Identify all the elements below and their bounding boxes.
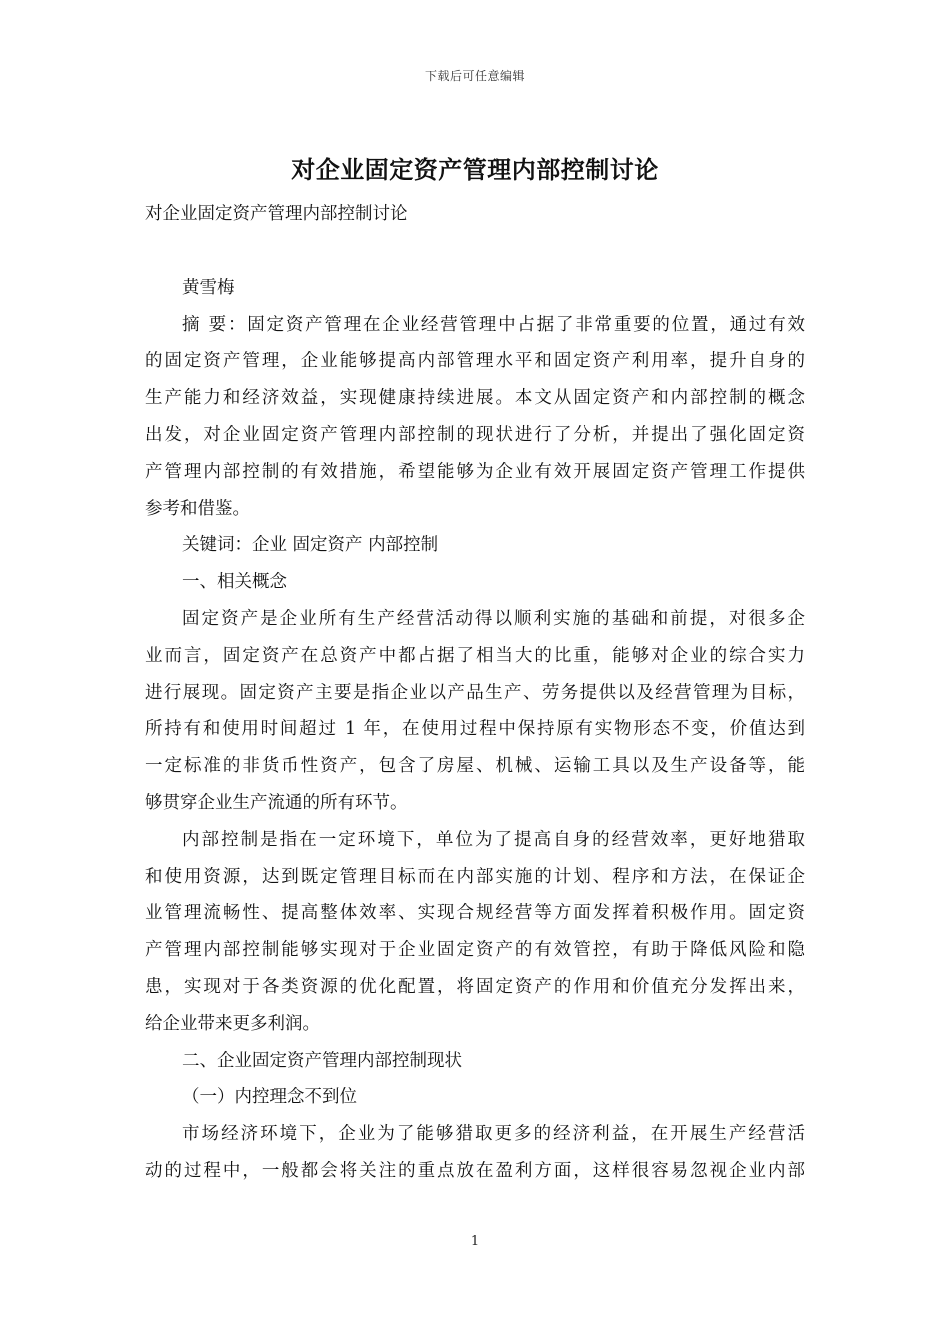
text-line: 产管理内部控制的有效措施，希望能够为企业有效开展固定资产管理工作提供 xyxy=(145,461,805,482)
subsection-heading: （一）内控理念不到位 xyxy=(182,1087,357,1108)
text-line: 出发，对企业固定资产管理内部控制的现状进行了分析，并提出了强化固定资 xyxy=(145,424,805,445)
text-line: 够贯穿企业生产流通的所有环节。 xyxy=(145,792,408,813)
document-title: 对企业固定资产管理内部控制讨论 xyxy=(291,155,659,184)
keywords-line: 关键词：企业 固定资产 内部控制 xyxy=(182,535,439,556)
abstract-paragraph xyxy=(145,307,805,528)
text-line: 业而言，固定资产在总资产中都占据了相当大的比重，能够对企业的综合实力 xyxy=(145,645,805,666)
section-heading: 一、相关概念 xyxy=(182,572,287,593)
page-number: 1 xyxy=(470,1234,480,1249)
text-line: 产管理内部控制能够实现对于企业固定资产的有效管控，有助于降低风险和隐 xyxy=(145,940,805,961)
text-line: 患，实现对于各类资源的优化配置，将固定资产的作用和价值充分发挥出来， xyxy=(145,976,805,997)
header-note: 下载后可任意编辑 xyxy=(424,69,525,83)
text-line: 参考和借鉴。 xyxy=(145,498,250,519)
text-line: 内部控制是指在一定环境下，单位为了提高自身的经营效率，更好地猎取 xyxy=(182,829,805,850)
text-line: 和使用资源，达到既定管理目标而在内部实施的计划、程序和方法，在保证企 xyxy=(145,866,805,887)
section-heading: 二、企业固定资产管理内部控制现状 xyxy=(182,1050,462,1071)
text-line: 的固定资产管理，企业能够提高内部管理水平和固定资产利用率，提升自身的 xyxy=(145,351,805,372)
text-line: 生产能力和经济效益，实现健康持续进展。本文从固定资产和内部控制的概念 xyxy=(145,388,805,409)
text-line: 固定资产是企业所有生产经营活动得以顺利实施的基础和前提，对很多企 xyxy=(182,608,805,629)
blank-line xyxy=(145,233,805,270)
text-line: 所持有和使用时间超过 1 年，在使用过程中保持原有实物形态不变，价值达到 xyxy=(145,719,805,740)
text-line: 一定标准的非货币性资产，包含了房屋、机械、运输工具以及生产设备等，能 xyxy=(145,756,805,777)
text-line: 给企业带来更多利润。 xyxy=(145,1013,320,1034)
author-name: 黄雪梅 xyxy=(182,277,235,298)
document-body xyxy=(145,196,805,1190)
text-line: 进行展现。固定资产主要是指企业以产品生产、劳务提供以及经营管理为目标， xyxy=(145,682,805,703)
status-paragraph xyxy=(145,1116,805,1190)
text-line: 动的过程中，一般都会将关注的重点放在盈利方面，这样很容易忽视企业内部 xyxy=(145,1160,805,1181)
text-line: 摘 要：固定资产管理在企业经营管理中占据了非常重要的位置，通过有效 xyxy=(182,314,805,335)
text-line: 市场经济环境下，企业为了能够猎取更多的经济利益，在开展生产经营活 xyxy=(182,1124,805,1145)
document-subtitle: 对企业固定资产管理内部控制讨论 xyxy=(145,204,408,224)
concept-paragraph-fixed-assets xyxy=(145,601,805,822)
text-line: 业管理流畅性、提高整体效率、实现合规经营等方面发挥着积极作用。固定资 xyxy=(145,903,805,924)
concept-paragraph-internal-control xyxy=(145,822,805,1043)
